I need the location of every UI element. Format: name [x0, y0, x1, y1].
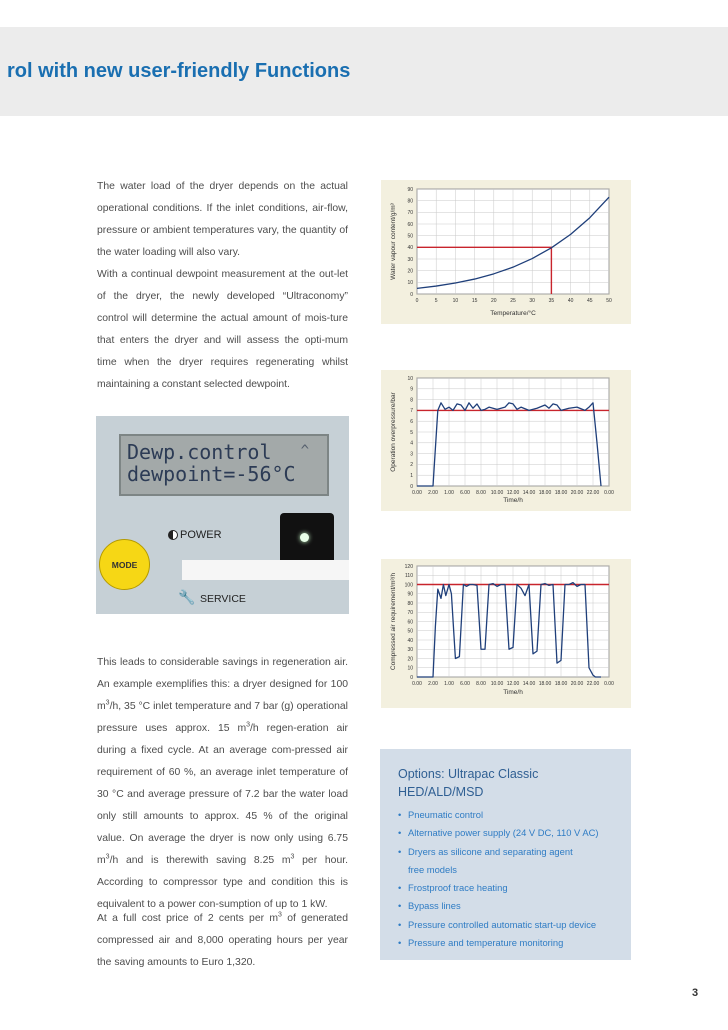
power-label: POWER: [180, 529, 222, 541]
x-tick-label: 10.00: [490, 490, 504, 496]
paragraph-savings-text-a: This leads to considerable savings in regeneration air. An example exemplifies this: a dryer designed for 100 m: [97, 657, 348, 712]
x-tick-label: 8.00: [476, 490, 486, 496]
y-tick-label: 30: [407, 256, 413, 263]
x-tick-label: 22.00: [586, 490, 600, 496]
service-label: SERVICE: [200, 593, 246, 605]
y-tick-label: 70: [407, 210, 413, 217]
y-tick-label: 40: [407, 637, 413, 644]
option-item: • Frostproof trace heating: [398, 879, 631, 897]
y-tick-label: 9: [410, 386, 413, 393]
option-item: • Alternative power supply (24 V DC, 110 V AC): [398, 824, 631, 842]
y-tick-label: 10: [407, 665, 413, 672]
y-tick-label: 10: [407, 375, 413, 382]
y-tick-label: 90: [407, 186, 413, 193]
y-tick-label: 1: [410, 473, 413, 479]
option-item: • Pressure controlled automatic start-up device: [398, 916, 631, 934]
y-tick-label: 20: [407, 268, 413, 275]
x-tick-label: 6.00: [460, 490, 470, 496]
x-tick-label: 12.00: [506, 490, 520, 496]
option-item: • Pneumatic control: [398, 806, 631, 824]
paragraph-water-load: The water load of the dryer depends on the actual operational conditions. If the inlet conditions, air-flow, pressure or ambient temperatures vary, the quantity of the water loading will also vary.: [97, 181, 348, 258]
power-button: [280, 513, 334, 567]
x-tick-label: 12.00: [506, 681, 520, 687]
superscript-3: 3: [290, 853, 295, 861]
y-tick-label: 120: [404, 563, 413, 570]
superscript-3: 3: [105, 853, 110, 861]
y-tick-label: 3: [410, 451, 413, 458]
options-list: [398, 806, 631, 952]
paragraph-cost-text-b: of generated compressed air and 8,000 operating hours per year the saving amounts to Euro 1,320.: [97, 913, 348, 968]
x-tick-label: 2.00: [428, 490, 438, 496]
y-tick-label: 4: [410, 440, 413, 447]
x-tick-label: 10.00: [490, 681, 504, 687]
y-tick-label: 80: [407, 600, 413, 607]
paragraph-savings-text-e: per hour. According to compressor type and condition this is equivalent to a power con-sumption of up to 1 kW.: [97, 855, 349, 910]
x-tick-label: 40: [567, 298, 574, 304]
lcd-screen: [119, 434, 329, 496]
wrench-icon: 🔧: [178, 589, 196, 605]
x-tick-label: 0.00: [604, 490, 614, 496]
superscript-3: 3: [246, 721, 251, 729]
x-tick-label: 18.00: [554, 681, 568, 687]
x-tick-label: 15: [471, 298, 478, 304]
chart-panel-overpressure: [381, 370, 631, 511]
x-tick-label: 18.00: [538, 490, 552, 496]
chart-compressed-air-requirement: [381, 559, 631, 708]
chart-panel-water-vapour: [381, 180, 631, 324]
x-tick-label: 50: [606, 298, 612, 304]
power-half-circle-icon: [168, 530, 178, 540]
y-tick-label: 30: [407, 647, 413, 654]
x-tick-label: 45: [587, 298, 593, 304]
paragraph-dewpoint-measurement: With a continual dewpoint measurement at the out-let of the dryer, the newly developed “Ultraconomy” control will determine the actual amount of mois-ture that enters the dryer and will assess the opti-mum time when the dryer requires regenerating whilst maintaining a constant selected dewpoint.: [97, 269, 348, 390]
paragraph-savings-text-d: /h and is therewith saving 8.25 m: [109, 855, 291, 866]
x-tick-label: 1.00: [444, 681, 454, 687]
paragraph-cost-text-a: At a full cost price of 2 cents per m: [97, 913, 279, 924]
x-axis-label: Temperature/°C: [490, 310, 536, 317]
x-axis-label: Time/h: [503, 689, 523, 696]
superscript-3: 3: [105, 699, 110, 707]
x-tick-label: 18.00: [554, 490, 568, 496]
y-tick-label: 8: [410, 397, 413, 404]
options-title-line-2: HED/ALD/MSD: [398, 785, 484, 799]
power-led-icon: [300, 533, 309, 542]
x-tick-label: 2.00: [428, 681, 438, 687]
x-tick-label: 14.00: [522, 490, 536, 496]
x-tick-label: 1.00: [444, 490, 454, 496]
x-axis-label: Time/h: [503, 497, 523, 504]
y-tick-label: 0: [410, 483, 413, 490]
y-tick-label: 90: [407, 591, 413, 598]
option-item: • Pressure and temperature monitoring: [398, 934, 631, 952]
y-tick-label: 0: [410, 674, 413, 681]
x-tick-label: 20.00: [570, 681, 584, 687]
paragraph-savings-text-b: /h, 35 °C inlet temperature and 7 bar (g) operational pressure uses approx. 15 m: [97, 701, 348, 734]
paragraph-savings-text-c: /h regen-eration air during a fixed cycle. At an average com-pressed air requirement of 60 %, an average inlet temperature of 30 °C and average pressure of 7.2 bar the water load only still amounts to approx. 45 % of the original value. On average the dryer is now only using 6.75 m: [97, 723, 349, 866]
lcd-caret-icon: ^: [300, 443, 309, 459]
paragraph-savings: [97, 652, 348, 916]
lcd-line-2: dewpoint=-56°C: [127, 462, 296, 486]
chart-water-vapour: [381, 180, 631, 324]
page-title: rol with new user-friendly Functions: [7, 60, 351, 82]
chart-operation-overpressure: [381, 370, 631, 511]
chart-panel-compressed-air: [381, 559, 631, 708]
y-axis-label: Water vapour content/g/m³: [390, 203, 397, 280]
x-tick-label: 20: [491, 298, 497, 304]
page-number: 3: [692, 987, 699, 999]
x-tick-label: 6.00: [460, 681, 470, 687]
y-tick-label: 40: [407, 245, 413, 252]
x-tick-label: 0.00: [412, 681, 422, 687]
option-item: • Dryers as silicone and separating agent: [398, 843, 631, 861]
x-tick-label: 0.00: [412, 490, 422, 496]
y-tick-label: 0: [410, 291, 413, 298]
x-tick-label: 0.00: [604, 681, 614, 687]
x-tick-label: 0: [415, 298, 419, 304]
option-item: • Bypass lines: [398, 897, 631, 915]
x-tick-label: 25: [510, 298, 516, 304]
options-title-line-1: Options: Ultrapac Classic: [398, 767, 539, 781]
y-tick-label: 5: [410, 429, 413, 436]
y-tick-label: 80: [407, 198, 413, 205]
y-tick-label: 6: [410, 419, 413, 425]
y-tick-label: 70: [407, 610, 413, 617]
x-tick-label: 20.00: [570, 490, 584, 496]
y-tick-label: 50: [407, 233, 413, 240]
x-tick-label: 14.00: [522, 681, 536, 687]
label-strip: [182, 560, 349, 580]
x-tick-label: 18.00: [538, 681, 552, 687]
x-tick-label: 5: [434, 298, 438, 304]
y-tick-label: 100: [404, 582, 413, 589]
y-tick-label: 7: [410, 408, 413, 415]
options-box: [380, 749, 631, 960]
superscript-3: 3: [278, 911, 282, 919]
x-tick-label: 30: [529, 298, 535, 304]
mode-button: MODE: [99, 539, 150, 590]
y-tick-label: 110: [405, 573, 413, 580]
paragraph-cost: [97, 908, 348, 974]
y-axis-label: Operation overpressure/bar: [390, 392, 397, 472]
y-tick-label: 10: [407, 280, 413, 287]
option-item-continuation: free models: [408, 863, 457, 875]
y-tick-label: 20: [407, 656, 413, 663]
x-tick-label: 35: [548, 298, 555, 304]
x-tick-label: 8.00: [476, 681, 486, 687]
options-title: [398, 765, 631, 801]
y-tick-label: 60: [407, 221, 413, 228]
y-tick-label: 50: [407, 628, 413, 635]
y-tick-label: 2: [410, 462, 413, 469]
y-axis-label: Compressed air requirement/m³/h: [390, 572, 397, 671]
y-tick-label: 60: [407, 619, 413, 626]
lcd-line-1: Dewp.control: [127, 440, 272, 464]
x-tick-label: 22.00: [586, 681, 600, 687]
x-tick-label: 10: [452, 298, 459, 304]
